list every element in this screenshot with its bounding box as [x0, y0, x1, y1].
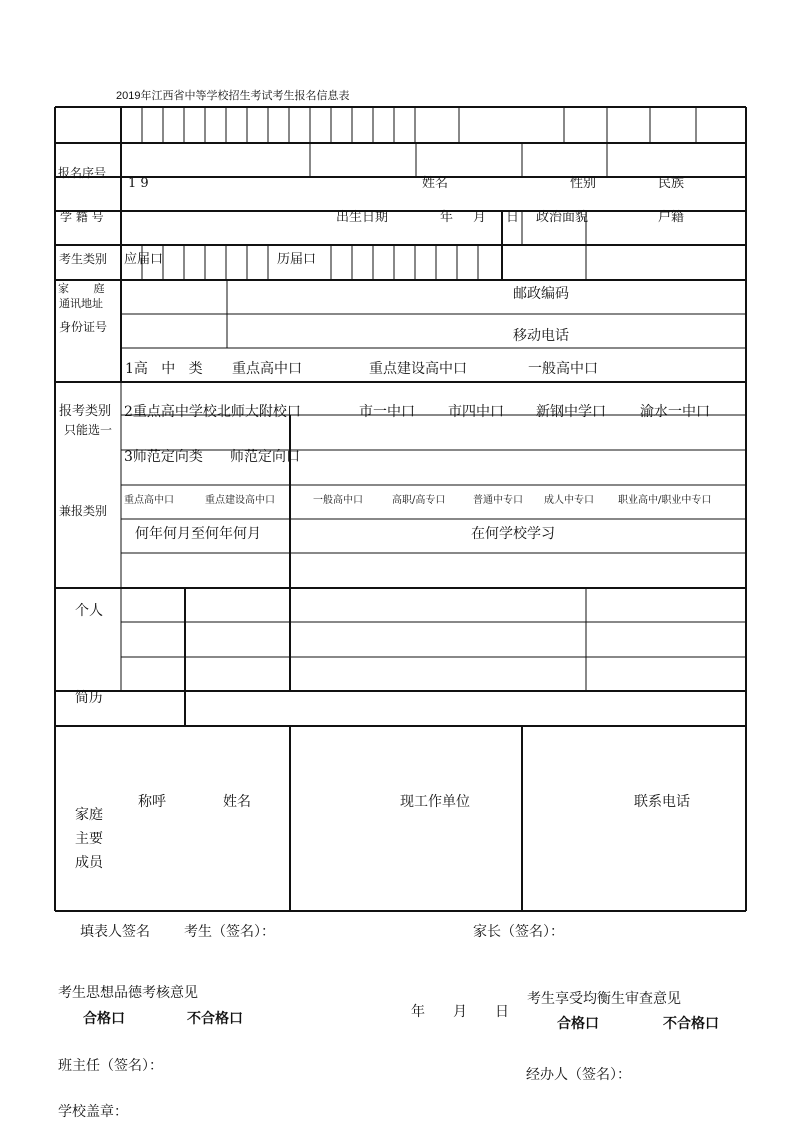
cat2-option-3[interactable]: 新钢中学口	[536, 404, 606, 420]
cat2-option-4[interactable]: 渝水一中口	[640, 404, 710, 420]
history-label-bottom: 简历	[75, 690, 103, 706]
cat1-option-2[interactable]: 重点建设高中口	[369, 361, 467, 377]
cat1-label: 1高 中 类	[125, 361, 203, 377]
ethnicity-label: 民族	[658, 176, 685, 191]
family-phone-header: 联系电话	[634, 794, 690, 810]
student-id-label: 学 籍 号	[60, 210, 104, 224]
date-year: 年	[411, 1004, 425, 1020]
school-seal-label: 学校盖章：	[58, 1104, 128, 1120]
id-label: 身份证号	[59, 320, 108, 334]
filler-sign-label: 填表人签名	[80, 924, 150, 940]
past-grad-checkbox[interactable]: 历届口	[277, 252, 317, 267]
period-header: 何年何月至何年何月	[135, 526, 261, 542]
birth-label: 出生日期	[336, 210, 389, 225]
family-label-2: 主要	[75, 831, 103, 847]
birth-day: 日	[506, 210, 520, 225]
home-label: 家 庭	[58, 282, 105, 295]
form-title: 2019年江西省中等学校招生考试考生报名信息表	[116, 90, 350, 102]
moral-title: 考生思想品德考核意见	[58, 985, 198, 1001]
extra-option-7[interactable]: 职业高中/职业中专口	[618, 495, 712, 506]
current-grad-checkbox[interactable]: 应届口	[124, 252, 164, 267]
date-month: 月	[453, 1004, 467, 1020]
family-label-3: 成员	[75, 855, 103, 871]
family-work-header: 现工作单位	[400, 794, 470, 810]
gender-label: 性别	[570, 176, 597, 191]
history-label-top: 个人	[75, 603, 103, 619]
cat3-label: 3师范定向类	[124, 449, 203, 465]
birth-year: 年	[440, 210, 454, 225]
balance-pass-checkbox[interactable]: 合格口	[557, 1016, 599, 1032]
date-day: 日	[495, 1004, 509, 1020]
moral-pass-checkbox[interactable]: 合格口	[83, 1011, 125, 1027]
extra-option-5[interactable]: 普通中专口	[473, 495, 523, 506]
cat2-label[interactable]: 2重点高中学校北师大附校口	[124, 404, 301, 420]
cat1-option-3[interactable]: 一般高中口	[528, 361, 598, 377]
balance-title: 考生享受均衡生审查意见	[527, 991, 681, 1007]
extra-label: 兼报类别	[59, 504, 108, 518]
apply-label: 报考类别	[59, 404, 112, 419]
type-label: 考生类别	[59, 252, 108, 266]
cat1-option-1[interactable]: 重点高中口	[232, 361, 302, 377]
only-one-note: 只能选一	[64, 423, 113, 437]
balance-fail-checkbox[interactable]: 不合格口	[663, 1016, 719, 1032]
postal-label: 邮政编码	[513, 286, 569, 302]
family-name-header: 姓名	[223, 794, 251, 810]
student-sign-label: 考生（签名）：	[184, 924, 275, 940]
cat2-option-1[interactable]: 市一中口	[359, 404, 415, 420]
serial-label: 报名序号	[58, 166, 107, 180]
serial-digits: 1 9	[128, 176, 149, 191]
extra-option-2[interactable]: 重点建设高中口	[205, 495, 275, 506]
name-label: 姓名	[422, 176, 449, 191]
cat3-option[interactable]: 师范定向口	[230, 449, 300, 465]
political-label: 政治面貌	[536, 210, 589, 225]
birth-month: 月	[473, 210, 487, 225]
teacher-sign-label: 班主任（签名）：	[58, 1058, 163, 1074]
parent-sign-label: 家长（签名）：	[473, 924, 564, 940]
extra-option-4[interactable]: 高职/高专口	[392, 495, 446, 506]
family-relation-header: 称呼	[138, 794, 166, 810]
mobile-label: 移动电话	[513, 328, 569, 344]
address-label: 通讯地址	[59, 297, 103, 310]
hukou-label: 户籍	[658, 210, 685, 225]
extra-option-6[interactable]: 成人中专口	[544, 495, 594, 506]
cat2-option-2[interactable]: 市四中口	[448, 404, 504, 420]
family-label-1: 家庭	[75, 807, 103, 823]
handler-sign-label: 经办人（签名）：	[526, 1067, 631, 1083]
moral-fail-checkbox[interactable]: 不合格口	[187, 1011, 243, 1027]
extra-option-3[interactable]: 一般高中口	[313, 495, 363, 506]
extra-option-1[interactable]: 重点高中口	[124, 495, 174, 506]
school-header: 在何学校学习	[471, 526, 555, 542]
